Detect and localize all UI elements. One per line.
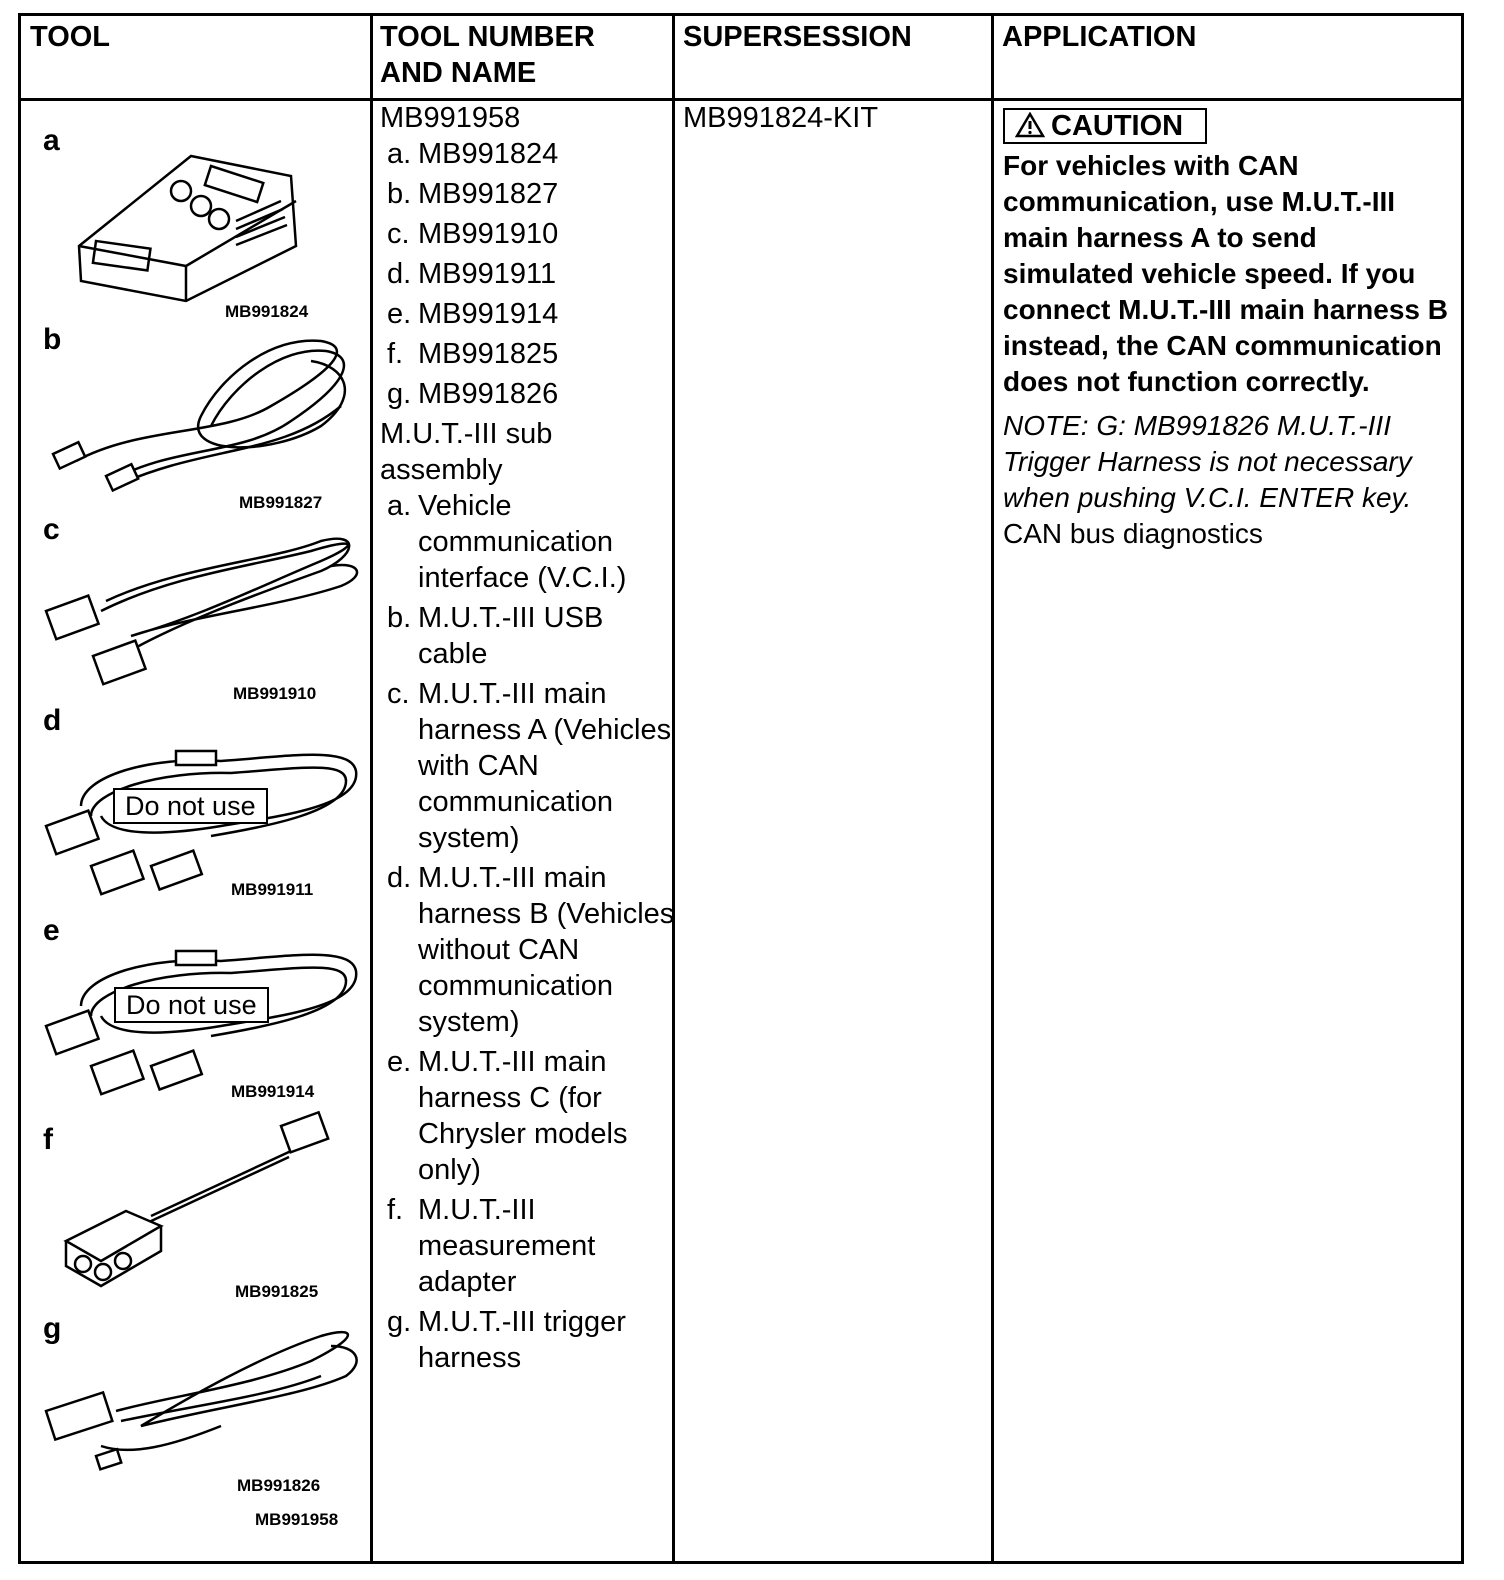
part-name-item [380, 860, 676, 1040]
tool-letter-e: e [43, 914, 60, 947]
part-number: MB991910 [418, 218, 559, 250]
part-name-item [380, 1044, 676, 1188]
item-letter: f. [387, 338, 404, 370]
item-letter: d. [387, 862, 412, 894]
item-letter: c. [387, 218, 410, 250]
item-letter: f. [387, 1194, 404, 1226]
part-number: MB991911 [418, 258, 557, 290]
usb-cable-icon [53, 341, 345, 491]
part-name-item [380, 1192, 676, 1300]
tool-letter-a: a [43, 124, 60, 157]
tool-part-e: MB991914 [231, 1082, 315, 1101]
assembly-name: M.U.T.-III sub assembly [380, 418, 553, 486]
header-supersession: SUPERSESSION [683, 21, 912, 53]
tool-part-f: MB991825 [235, 1282, 319, 1301]
part-name-item [380, 676, 676, 856]
item-letter: a. [387, 490, 412, 522]
header-tool-number-line1: TOOL NUMBER [380, 21, 595, 53]
warning-triangle-icon [1015, 112, 1045, 138]
part-number-item [380, 336, 676, 372]
part-number-item [380, 376, 676, 412]
item-letter: g. [387, 1306, 412, 1338]
part-name: M.U.T.-III measurement adapter [418, 1194, 596, 1298]
part-name: M.U.T.-III trigger harness [418, 1306, 626, 1374]
tool-part-g: MB991826 [237, 1476, 321, 1495]
part-number: MB991826 [418, 378, 559, 410]
header-tool-number [380, 19, 595, 91]
header-tool: TOOL [30, 21, 111, 53]
part-name: M.U.T.-III main harness B (Vehicles without CAN communication system) [418, 862, 675, 1038]
column-divider [991, 16, 994, 1561]
do-not-use-label-e: Do not use [114, 987, 269, 1023]
tool-table [18, 13, 1464, 1564]
item-letter: e. [387, 298, 412, 330]
caution-label: CAUTION [1051, 110, 1184, 142]
part-number: MB991914 [418, 298, 559, 330]
tool-letter-g: g [43, 1312, 62, 1345]
part-name: Vehicle communication interface (V.C.I.) [418, 490, 627, 594]
kit-number: MB991958 [380, 102, 521, 134]
part-number-item [380, 176, 676, 212]
part-name-item [380, 600, 676, 672]
part-number-item [380, 136, 676, 172]
part-name: M.U.T.-III main harness C (for Chrysler models only) [418, 1046, 628, 1186]
tool-part-d: MB991911 [231, 880, 314, 899]
item-letter: c. [387, 678, 410, 710]
part-number: MB991824 [418, 138, 559, 170]
item-letter: b. [387, 602, 412, 634]
tool-letter-d: d [43, 704, 62, 737]
item-letter: e. [387, 1046, 412, 1078]
tool-letter-f: f [43, 1123, 53, 1156]
item-letter: g. [387, 378, 412, 410]
part-name-list [380, 488, 676, 1376]
supersession-value: MB991824-KIT [683, 102, 879, 134]
tool-part-b: MB991827 [239, 493, 323, 512]
part-number: MB991825 [418, 338, 559, 370]
vci-device-icon [79, 156, 296, 301]
tool-letter-b: b [43, 323, 62, 356]
tool-part-c: MB991910 [233, 684, 317, 703]
part-name: M.U.T.-III USB cable [418, 602, 604, 670]
header-application: APPLICATION [1002, 21, 1197, 53]
tool-kit-number: MB991958 [255, 1510, 339, 1529]
trigger-harness-icon [46, 1332, 357, 1469]
application-description: CAN bus diagnostics [1003, 518, 1263, 549]
part-name-item [380, 488, 676, 596]
measurement-adapter-icon [66, 1112, 328, 1286]
main-harness-a-icon [46, 539, 357, 684]
part-name-item [380, 1304, 676, 1376]
note-text: NOTE: G: MB991826 M.U.T.-III Trigger Harness is not necessary when pushing V.C.I. ENTER key. [1003, 410, 1412, 513]
application-column [1003, 108, 1453, 552]
part-number-item [380, 256, 676, 292]
part-number-item [380, 296, 676, 332]
item-letter: d. [387, 258, 412, 290]
do-not-use-label-d: Do not use [113, 788, 268, 824]
caution-text: For vehicles with CAN communication, use M.U.T.-III main harness A to send simulated vehicle speed. If you connect M.U.T.-III main harness B instead, the CAN communication does not function correctly. [1003, 150, 1448, 397]
tool-letter-c: c [43, 513, 60, 546]
header-tool-number-line2: AND NAME [380, 57, 537, 89]
tool-number-column [380, 100, 676, 1380]
caution-box [1003, 108, 1207, 144]
part-number-item [380, 216, 676, 252]
item-letter: a. [387, 138, 412, 170]
item-letter: b. [387, 178, 412, 210]
part-name: M.U.T.-III main harness A (Vehicles with CAN communication system) [418, 678, 672, 854]
column-divider [370, 16, 373, 1561]
part-number-list [380, 136, 676, 412]
part-number: MB991827 [418, 178, 559, 210]
tool-part-a: MB991824 [225, 302, 309, 321]
